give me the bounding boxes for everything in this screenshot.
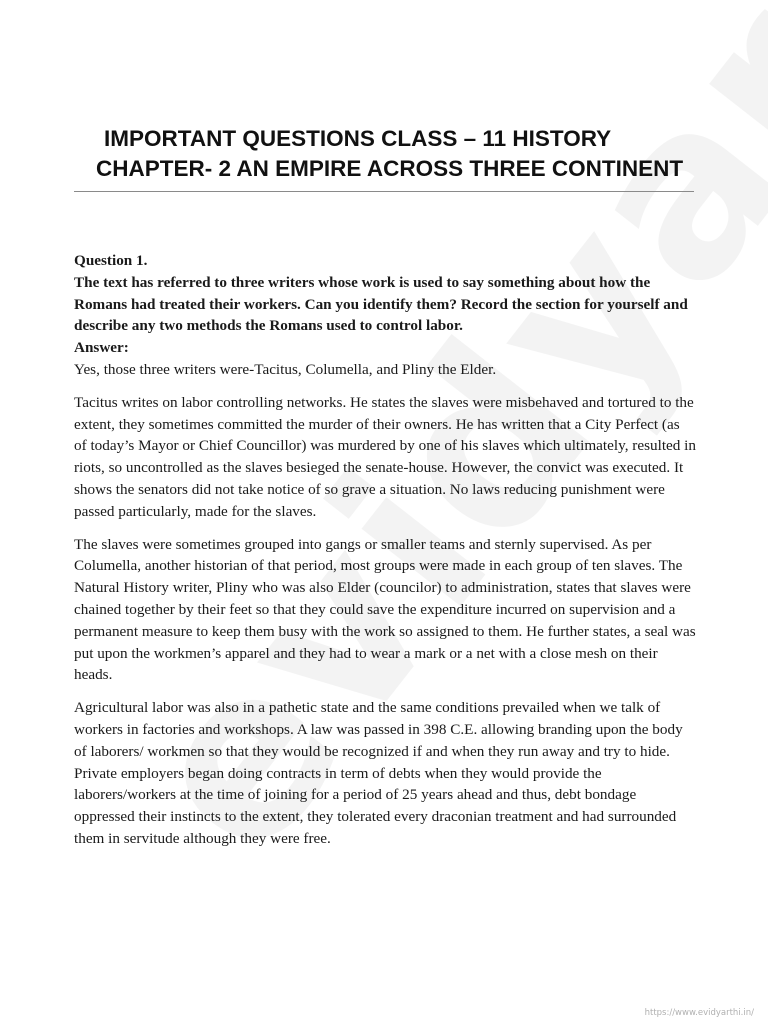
answer-label: Answer: <box>74 339 129 357</box>
answer-paragraph-1: Tacitus writes on labor controlling networks. He states the slaves were misbehaved and tortured to the extent, they sometimes committed the murder of their owners. He has written that a City Perfect (as of today’s Mayor or Chief Councillor) was murdered by one of his slaves which ultimately, resulted in riots, so uncontrolled as the slaves besieged the senate-house. However, the convict was executed. It shows the senators did not take notice of so grave a situation. No laws reducing punishment were passed particularly, made for the slaves. <box>74 393 696 520</box>
answer-first-line: Yes, those three writers were-Tacitus, Columella, and Pliny the Elder. <box>74 360 497 378</box>
answer-paragraph-2: The slaves were sometimes grouped into gangs or smaller teams and sternly supervised. As per Columella, another historian of that period, most groups were made in each group of ten slaves. The Natural History writer, Pliny who was also Elder (councilor) to administration, states that slaves were chained together by their feet so that they could save the expenditure incurred on supervision and a permanent measure to keep them busy with the work so assigned to them. He further states, a seal was put upon the workmen’s apparel and they had to wear a mark or a net with a close mesh on their heads. <box>74 535 696 684</box>
header-divider <box>74 191 694 192</box>
answer-paragraph-3: Agricultural labor was also in a pathetic state and the same conditions prevailed when we talk of workers in factories and workshops. A law was passed in 398 C.E. allowing branding upon the body of laborers/ workmen so that they would be recognized if and when they run away and try to hide. Private employers began doing contracts in term of debts when they would provide the laborers/workers at the time of joining for a period of 25 years ahead and thus, debt bondage oppressed their instincts to the extent, they tolerated every draconian treatment and had surrounded them in servitude although they were free. <box>74 699 683 847</box>
page-title-line-2: CHAPTER- 2 AN EMPIRE ACROSS THREE CONTINENT <box>96 156 684 181</box>
question-label: Question 1. <box>74 252 148 269</box>
question-text: The text has referred to three writers whose work is used to say something about how the Romans had treated their workers. Can you identify them? Record the section for yourself and describe any two methods the Romans used to control labor. <box>74 273 688 335</box>
document-header <box>74 124 694 192</box>
question-block <box>74 250 696 861</box>
page-title-line-1: IMPORTANT QUESTIONS CLASS – 11 HISTORY <box>104 126 612 151</box>
footer-website-link[interactable]: https://www.evidyarthi.in/ <box>644 1008 754 1018</box>
